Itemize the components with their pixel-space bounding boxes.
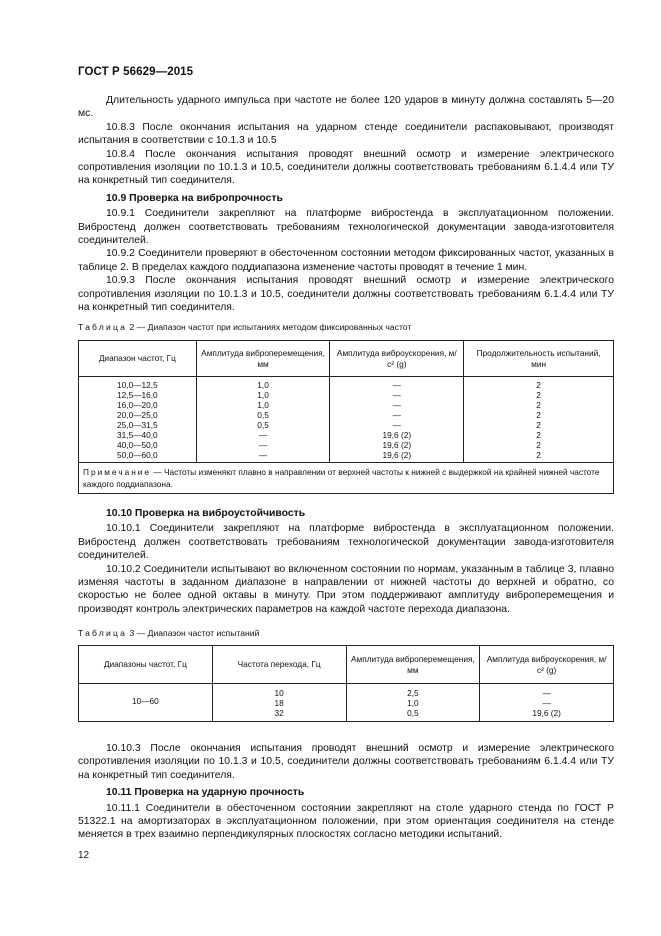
table-cell: 2 — [464, 430, 614, 440]
table-row — [79, 377, 614, 391]
table2-header: Продолжительность испытаний, мин — [464, 341, 614, 377]
text-block-10-8 — [78, 94, 614, 315]
table-cell: 1,0 — [346, 698, 480, 708]
table2-header: Амплитуда виброперемещения, мм — [196, 341, 330, 377]
note-text: — Частоты изменяют плавно в направлении от верхней частоты к нижней с выдержкой на крайней нижней частоте каждого поддиапазона. — [83, 467, 600, 489]
table-cell: 2,5 — [346, 684, 480, 699]
table3-caption — [78, 628, 259, 638]
table-cell: 2 — [464, 400, 614, 410]
table-cell: — — [330, 410, 464, 420]
section-heading-10-10: 10.10 Проверка на виброустойчивость — [106, 508, 306, 519]
table2-caption-word: Таблица — [78, 322, 128, 332]
table-cell: 19,6 (2) — [330, 430, 464, 440]
page-number: 12 — [78, 850, 90, 861]
table-3 — [78, 645, 614, 722]
table-cell: 19,6 (2) — [480, 708, 614, 722]
table-cell-range: 10—60 — [79, 684, 213, 722]
table-cell: — — [330, 420, 464, 430]
table-cell: 16,0—20,0 — [79, 400, 197, 410]
table-row — [79, 430, 614, 440]
table-cell: — — [480, 684, 614, 699]
table-cell: 20,0—25,0 — [79, 410, 197, 420]
table-cell: 10 — [212, 684, 346, 699]
table-row — [79, 390, 614, 400]
table3-header: Диапазоны частот, Гц — [79, 646, 213, 684]
document-header: ГОСТ Р 56629—2015 — [78, 66, 194, 78]
table-cell: 32 — [212, 708, 346, 722]
table-cell: 0,5 — [346, 708, 480, 722]
table-cell: — — [196, 440, 330, 450]
table-row — [79, 420, 614, 430]
table-cell: 18 — [212, 698, 346, 708]
table-cell: 2 — [464, 410, 614, 420]
table-cell: 19,6 (2) — [330, 450, 464, 463]
table-cell: 2 — [464, 450, 614, 463]
paragraph: 10.9.1 Соединители закрепляют на платформе вибростенда в эксплуатационном положении. Вибростенд должен соответствовать требованиям технологической документации завода-изготовителя соединителей. — [78, 208, 614, 247]
table3-header: Амплитуда виброускорения, м/с² (g) — [480, 646, 614, 684]
paragraph: 10.11.1 Соединители в обесточенном состоянии закрепляют на столе ударного стенда по ГОСТ Р 51322.1 на амортизаторах в эксплуатационном положении, при этом ориентация соединителя на стенде меняется в трех взаимно перпендикулярных плоскостях согласно методики испытаний. — [78, 802, 614, 841]
table-2 — [78, 340, 614, 494]
table-cell: — — [480, 698, 614, 708]
table-cell: 2 — [464, 440, 614, 450]
table2-note — [79, 463, 614, 494]
table-cell: 0,5 — [196, 410, 330, 420]
table-cell: 40,0—50,0 — [79, 440, 197, 450]
table2-caption-text: 2 — Диапазон частот при испытаниях методом фиксированных частот — [129, 322, 412, 332]
table-cell: — — [330, 390, 464, 400]
table3-header: Амплитуда виброперемещения, мм — [346, 646, 480, 684]
section-heading-10-9: 10.9 Проверка на вибропрочность — [106, 192, 283, 204]
table-cell: 1,0 — [196, 390, 330, 400]
table-cell: — — [196, 430, 330, 440]
paragraph: 10.8.3 После окончания испытания на ударном стенде соединители распаковывают, производят испытания в соответствии с 10.1.3 и 10.5 — [78, 121, 614, 147]
table-cell: 2 — [464, 420, 614, 430]
table2-caption — [78, 322, 411, 332]
table-cell: — — [330, 377, 464, 391]
table3-caption-text: 3 — Диапазон частот испытаний — [129, 628, 260, 638]
table2-note-row — [79, 463, 614, 494]
table-row — [79, 440, 614, 450]
table2-header: Амплитуда виброускорения, м/с² (g) — [330, 341, 464, 377]
table-row — [79, 684, 614, 699]
table-cell: 2 — [464, 377, 614, 391]
table-cell: 50,0—60,0 — [79, 450, 197, 463]
table-cell: 1,0 — [196, 377, 330, 391]
paragraph: 10.10.2 Соединители испытывают во включенном состоянии по нормам, указанным в таблице 3, плавно изменяя частоты в заданном диапазоне в направлении от нижней частоты до верхней и обратно, со скоростью не более одной октавы в минуту. При этом поддерживают амплитуду виброперемещения и производят контроль электрических параметров на каждой частоте перехода диапазона. — [78, 563, 614, 615]
paragraph: 10.9.2 Соединители проверяют в обесточенном состоянии методом фиксированных частот, указанных в таблице 2. В пределах каждого поддиапазона изменение частоты проводят в течение 1 мин. — [78, 248, 614, 273]
table-cell: 31,5—40,0 — [79, 430, 197, 440]
paragraph: Длительность ударного импульса при частоте не более 120 ударов в минуту должна составлять 5—20 мс. — [78, 95, 614, 120]
table-cell: 0,5 — [196, 420, 330, 430]
table-cell: 10,0—12,5 — [79, 377, 197, 391]
table-row — [79, 410, 614, 420]
text-block-10-10 — [78, 507, 614, 616]
table3-header: Частота перехода, Гц — [212, 646, 346, 684]
table-row — [79, 400, 614, 410]
paragraph: 10.10.3 После окончания испытания проводят внешний осмотр и измерение электрического сопротивления изоляции по 10.1.3 и 10.5, соединители должны соответствовать требованиям 6.1.4.4 или ТУ на конкретный тип соединителя. — [78, 743, 614, 781]
table2-header: Диапазон частот, Гц — [79, 341, 197, 377]
paragraph: 10.9.3 После окончания испытания проводят внешний осмотр и измерение электрического сопротивления изоляции по 10.1.3 и 10.5, соединители должны соответствовать требованиям 6.1.4.4 или ТУ на конкретный тип соединителя. — [78, 275, 614, 314]
table3-caption-word: Таблица — [78, 628, 128, 638]
table-cell: — — [196, 450, 330, 463]
paragraph: 10.8.4 После окончания испытания проводят внешний осмотр и измерение электрического сопротивления изоляции по 10.1.3 и 10.5, соединители должны соответствовать требованиям 6.1.4.4 или ТУ на конкретный тип соединителя. — [78, 148, 614, 187]
table-cell: 1,0 — [196, 400, 330, 410]
table-cell: — — [330, 400, 464, 410]
table-cell: 25,0—31,5 — [79, 420, 197, 430]
note-word: Примечание — [83, 467, 152, 477]
section-heading-10-11: 10.11 Проверка на ударную прочность — [106, 787, 305, 799]
table-cell: 2 — [464, 390, 614, 400]
paragraph: 10.10.1 Соединители закрепляют на платформе вибростенда в эксплуатационном положении. Вибростенд должен соответствовать требованиям технологической документации завода-изготовителя соединителей. — [78, 523, 614, 562]
table-cell: 12,5—16,0 — [79, 390, 197, 400]
table-row — [79, 450, 614, 463]
text-block-10-11 — [78, 742, 614, 842]
table-cell: 19,6 (2) — [330, 440, 464, 450]
